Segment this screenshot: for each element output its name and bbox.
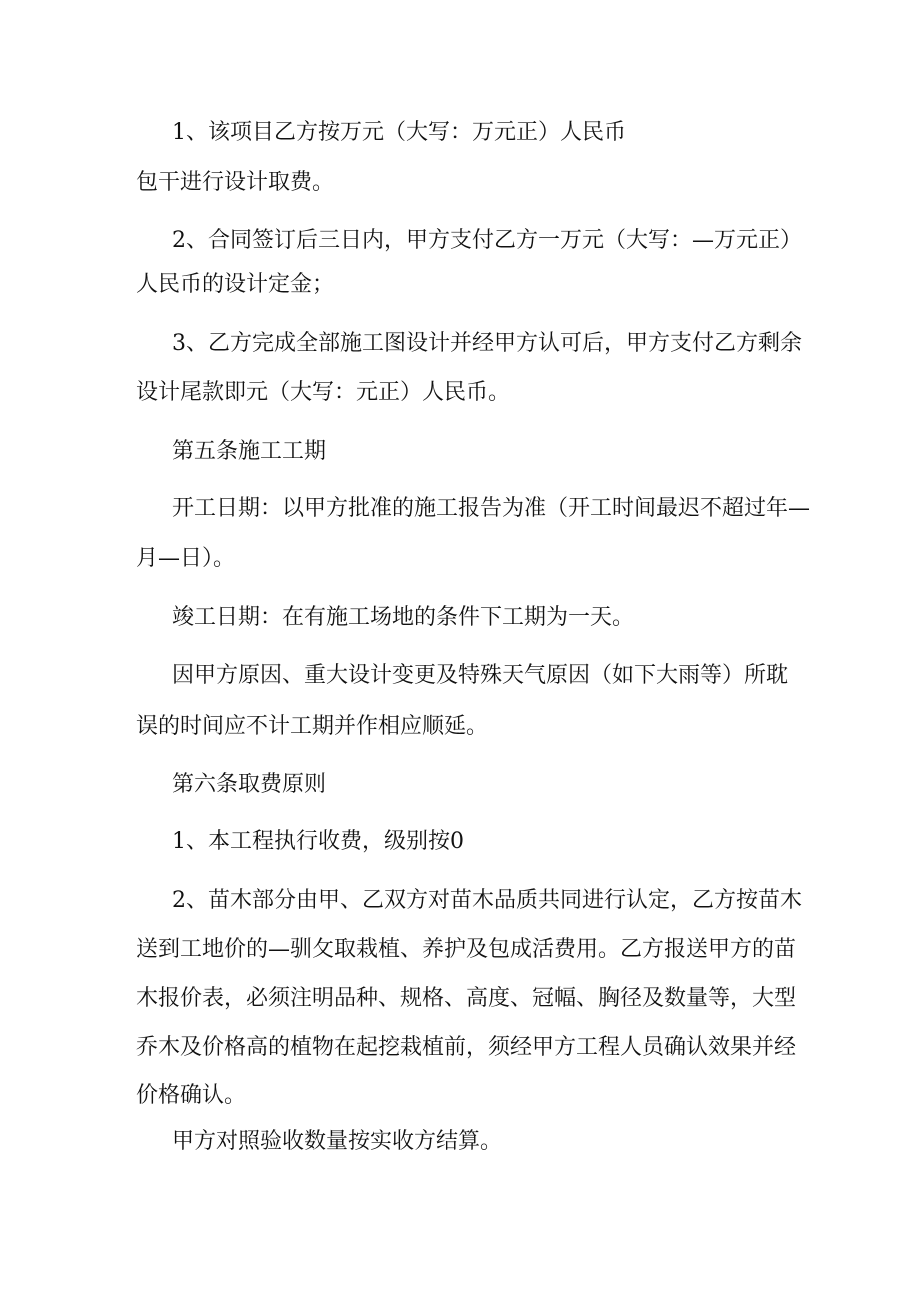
section-heading-5: 第五条施工工期 [172, 439, 327, 464]
delay-clause-cont: 误的时间应不计工期并作相应顺延。 [136, 714, 489, 739]
payment-clause-2-cont: 人民币的设计定金； [136, 272, 335, 297]
fee-clause-2-cont-3: 乔木及价格高的植物在起挖栽植前，须经甲方工程人员确认效果并经 [136, 1035, 797, 1060]
fee-clause-2-cont-4: 价格确认。 [136, 1083, 247, 1108]
start-date-clause-cont: 月—日）。 [136, 546, 236, 571]
completion-date-clause: 竣工日期：在有施工场地的条件下工期为一天。 [172, 605, 635, 630]
fee-clause-1: 1、本工程执行收费，级别按0 [172, 829, 464, 854]
payment-clause-1: 1、该项目乙方按万元（大写：万元正）人民币 [172, 120, 626, 145]
fee-clause-2-cont-1: 送到工地价的—驯攵取栽植、养护及包成活费用。乙方报送甲方的苗 [136, 937, 797, 962]
payment-clause-3: 3、乙方完成全部施工图设计并经甲方认可后，甲方支付乙方剩余 [172, 331, 802, 356]
payment-clause-3-cont: 设计尾款即元（大写：元正）人民币。 [136, 380, 511, 405]
fee-clause-2-cont-2: 木报价表，必须注明品种、规格、高度、冠幅、胸径及数量等，大型 [136, 986, 797, 1011]
fee-clause-2: 2、苗木部分由甲、乙双方对苗木品质共同进行认定，乙方按苗木 [172, 888, 802, 913]
settlement-clause: 甲方对照验收数量按实收方结算。 [172, 1129, 503, 1154]
delay-clause: 因甲方原因、重大设计变更及特殊天气原因（如下大雨等）所耽 [172, 663, 789, 688]
start-date-clause: 开工日期：以甲方批准的施工报告为准（开工时间最迟不超过年— [172, 496, 811, 521]
payment-clause-1-cont: 包干进行设计取费。 [136, 170, 335, 195]
payment-clause-2: 2、合同签订后三日内，甲方支付乙方一万元（大写：—万元正） [172, 228, 802, 253]
section-heading-6: 第六条取费原则 [172, 772, 327, 797]
